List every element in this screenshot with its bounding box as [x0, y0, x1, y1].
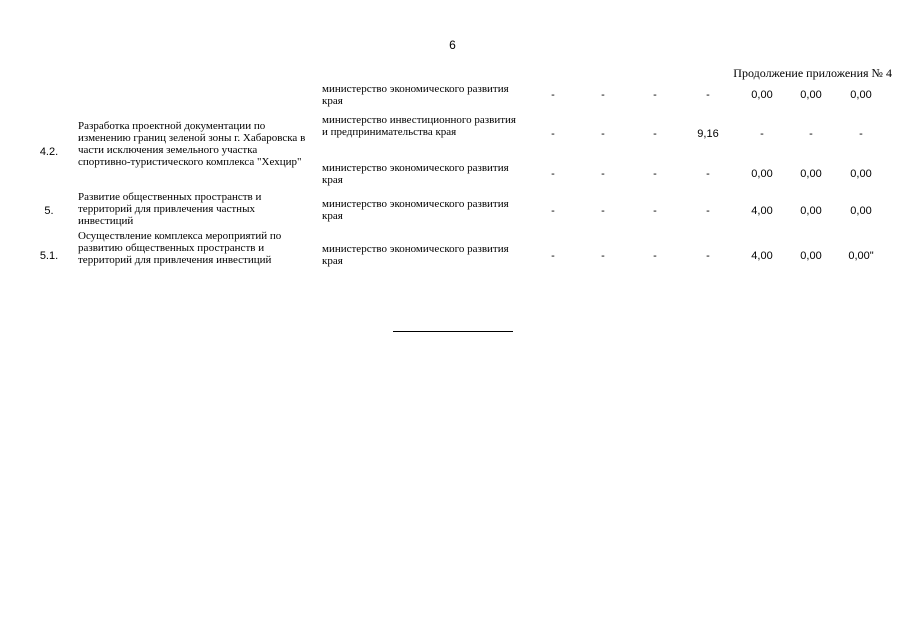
value-cell: 4,00: [751, 205, 773, 217]
value-cell: 0,00: [850, 168, 872, 180]
value-cell: -: [760, 128, 764, 140]
executor-cell: министерство экономического развития края: [322, 83, 509, 107]
value-cell: 0,00: [800, 89, 822, 101]
value-cell: -: [706, 205, 710, 217]
row-number-cell: 5.1.: [39, 250, 59, 262]
value-cell: 0,00: [751, 168, 773, 180]
value-cell: -: [601, 250, 605, 262]
value-cell: 0,00: [800, 205, 822, 217]
value-cell: -: [653, 89, 657, 101]
row-number-cell: 4.2.: [39, 146, 59, 158]
value-cell: 4,00: [751, 250, 773, 262]
continuation-label: Продолжение приложения № 4: [733, 66, 892, 80]
executor-cell: министерство экономического развития края: [322, 162, 509, 186]
value-cell: -: [601, 128, 605, 140]
value-cell: 0,00: [800, 168, 822, 180]
value-cell: -: [706, 168, 710, 180]
value-cell: -: [551, 168, 555, 180]
measure-name-cell: Осуществление комплекса мероприятий по развитию общественных пространств и территорий для привлечения инвестиций: [78, 230, 282, 266]
value-cell: -: [653, 128, 657, 140]
value-cell: -: [809, 128, 813, 140]
value-cell: -: [601, 89, 605, 101]
executor-cell: министерство экономического развития края: [322, 198, 509, 222]
footer-divider: [393, 331, 513, 332]
value-cell: -: [551, 89, 555, 101]
value-cell: -: [551, 250, 555, 262]
value-cell: -: [859, 128, 863, 140]
value-cell: -: [653, 250, 657, 262]
value-cell: 0,00": [848, 250, 874, 262]
value-cell: -: [551, 128, 555, 140]
value-cell: -: [653, 205, 657, 217]
value-cell: -: [601, 205, 605, 217]
row-number-cell: 5.: [44, 205, 54, 217]
value-cell: -: [706, 89, 710, 101]
value-cell: -: [551, 205, 555, 217]
value-cell: 0,00: [850, 205, 872, 217]
value-cell: 0,00: [800, 250, 822, 262]
value-cell: -: [706, 250, 710, 262]
executor-cell: министерство экономического развития края: [322, 243, 509, 267]
executor-cell: министерство инвестиционного развития и предпринимательства края: [322, 114, 516, 138]
value-cell: -: [653, 168, 657, 180]
value-cell: 0,00: [751, 89, 773, 101]
measure-name-cell: Разработка проектной документации по изменению границ зеленой зоны г. Хабаровска в части исключения земельного участка спортивно-туристического комплекса "Хехцир": [78, 120, 306, 168]
value-cell: 9,16: [697, 128, 719, 140]
value-cell: -: [601, 168, 605, 180]
measure-name-cell: Развитие общественных пространств и территорий для привлечения частных инвестиций: [78, 191, 262, 227]
value-cell: 0,00: [850, 89, 872, 101]
page-number: 6: [449, 38, 456, 52]
